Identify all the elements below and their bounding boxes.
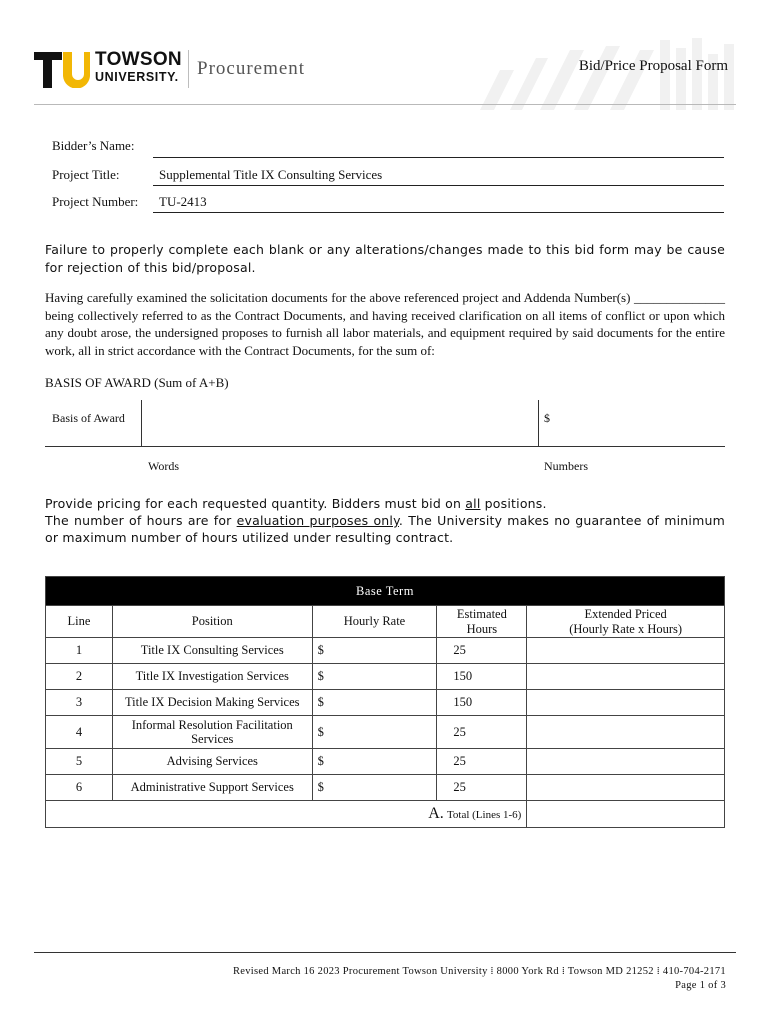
project-number-line (153, 212, 724, 213)
cell-position: Administrative Support Services (112, 775, 312, 801)
basis-words-field[interactable] (142, 402, 537, 444)
logo-wordmark-university: UNIVERSITY. (95, 70, 179, 84)
warning-paragraph: Failure to properly complete each blank or any alterations/changes made to this bid form may be cause for rejection of this bid/proposal. (45, 242, 725, 275)
cell-hours: 150 (437, 690, 527, 716)
cell-extended-price[interactable] (527, 749, 725, 775)
project-number-label: Project Number: (52, 194, 139, 209)
total-label: Total (Lines 1-6) (446, 809, 522, 821)
cell-extended-price[interactable] (527, 638, 725, 664)
cell-hourly-rate[interactable]: $ (312, 749, 437, 775)
cell-hourly-rate[interactable]: $ (312, 716, 437, 749)
project-title-line (153, 185, 724, 186)
total-label-cell (46, 801, 527, 828)
addenda-blank[interactable]: ______________ (634, 290, 726, 305)
basis-of-award-label: Basis of Award (52, 411, 125, 425)
cell-position: Title IX Investigation Services (112, 664, 312, 690)
cell-position: Informal Resolution Facilitation Services (112, 716, 312, 749)
cell-hours: 150 (437, 664, 527, 690)
basis-heading: BASIS OF AWARD (Sum of A+B) (45, 375, 229, 390)
header-extended-price (527, 606, 725, 638)
bidder-name-label: Bidder’s Name: (52, 138, 135, 153)
cell-line: 2 (46, 664, 113, 690)
bidder-name-line (153, 157, 724, 158)
basis-bottom-line (45, 446, 725, 447)
cell-position: Title IX Decision Making Services (112, 690, 312, 716)
examined-paragraph (45, 289, 725, 359)
pricing-note (45, 495, 725, 546)
pricing-note-text: positions. (480, 496, 547, 511)
table-row (46, 749, 725, 775)
pricing-note-text: . The University makes no guarantee of minimum or maximum number of hours utilized under resulting contract. (45, 513, 725, 545)
table-row (46, 664, 725, 690)
header-hours-line1: Estimated (456, 606, 507, 621)
table-row (46, 775, 725, 801)
cell-hours: 25 (437, 638, 527, 664)
header-divider (34, 104, 736, 105)
total-letter: A. (428, 805, 444, 822)
cell-extended-price[interactable] (527, 775, 725, 801)
project-title-label: Project Title: (52, 167, 120, 182)
cell-extended-price[interactable] (527, 716, 725, 749)
form-title: Bid/Price Proposal Form (578, 58, 728, 74)
words-label: Words (148, 459, 180, 473)
total-row (46, 801, 725, 828)
cell-hourly-rate[interactable]: $ (312, 775, 437, 801)
table-row (46, 638, 725, 664)
footer-divider (34, 952, 736, 953)
cell-hours: 25 (437, 775, 527, 801)
basis-currency-symbol: $ (544, 411, 550, 425)
header-hours-line2: Hours (466, 621, 498, 636)
header-position: Position (112, 606, 312, 638)
table-row (46, 690, 725, 716)
pricing-note-emphasis-evaluation: evaluation purposes only (236, 513, 399, 528)
cell-hourly-rate[interactable]: $ (312, 690, 437, 716)
examined-text-part1: Having carefully examined the solicitation documents for the above referenced project and Addenda Number(s) (45, 290, 631, 305)
cell-hours: 25 (437, 716, 527, 749)
cell-position: Title IX Consulting Services (112, 638, 312, 664)
logo-wordmark-towson: TOWSON (95, 49, 182, 70)
header-ext-line1: Extended Priced (584, 607, 667, 621)
table-row (46, 716, 725, 749)
cell-line: 5 (46, 749, 113, 775)
cell-line: 6 (46, 775, 113, 801)
pricing-note-text: Provide pricing for each requested quantity. Bidders must bid on (45, 496, 466, 511)
basis-divider-right (538, 400, 539, 446)
project-number-value: TU-2413 (159, 194, 207, 209)
pricing-note-text: The number of hours are for (45, 513, 237, 528)
total-value-cell[interactable] (527, 801, 725, 828)
logo-divider (188, 50, 189, 88)
footer-address: Revised March 16 2023 Procurement Towson University ⁞ 8000 York Rd ⁞ Towson MD 21252 ⁞ 410-704-2171 (232, 966, 726, 977)
cell-extended-price[interactable] (527, 664, 725, 690)
towson-tu-logo-icon (34, 52, 90, 88)
pricing-note-emphasis-all: all (465, 496, 481, 511)
examined-text-part2: being collectively referred to as the Contract Documents, and having received clarification on all items of conflict or upon which any doubt arose, the undersigned proposes to furnish all labor materials, and equipment required by said documents for the entire work, all in strict accordance with the Contract Documents, for the sum of: (45, 307, 725, 358)
header-hourly-rate: Hourly Rate (312, 606, 437, 638)
header-line: Line (46, 606, 113, 638)
cell-position: Advising Services (112, 749, 312, 775)
table-title: Base Term (46, 577, 725, 606)
project-title-value: Supplemental Title IX Consulting Services (159, 167, 383, 182)
header-estimated-hours (437, 606, 527, 638)
cell-extended-price[interactable] (527, 690, 725, 716)
cell-line: 4 (46, 716, 113, 749)
basis-numbers-field[interactable] (552, 402, 722, 444)
cell-hours: 25 (437, 749, 527, 775)
cell-hourly-rate[interactable]: $ (312, 664, 437, 690)
cell-hourly-rate[interactable]: $ (312, 638, 437, 664)
pricing-table (45, 576, 725, 828)
numbers-label: Numbers (544, 459, 588, 473)
department-name: Procurement (197, 58, 306, 79)
header-ext-line2: (Hourly Rate x Hours) (569, 622, 683, 636)
cell-line: 3 (46, 690, 113, 716)
cell-line: 1 (46, 638, 113, 664)
page-number: Page 1 of 3 (675, 980, 726, 991)
